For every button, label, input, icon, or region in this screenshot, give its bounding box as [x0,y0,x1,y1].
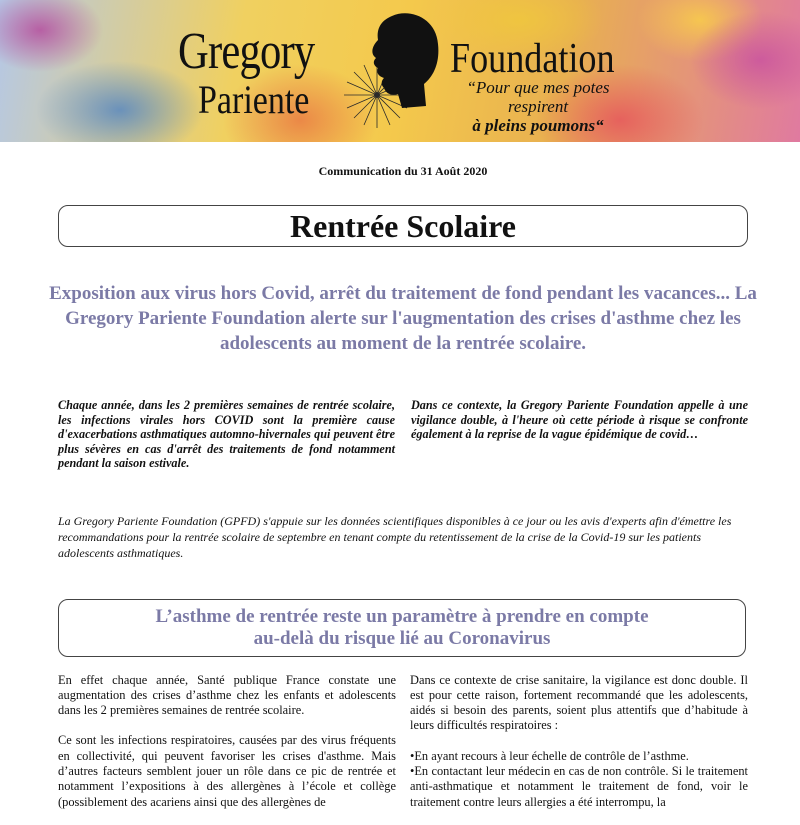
body-left-paragraph-2: Ce sont les infections respiratoires, causées par des virus fréquents en collectivité, qui peuvent favoriser les crises d'asthme. Mais d’autres facteurs semblent jouer un rôle dans ce pic de rentrée et notamment l’expositions à des allergènes à l’école et collège (possiblement des acariens ainsi que des allergènes de [58,733,396,809]
body-left-paragraph-1: En effet chaque année, Santé publique France constate une augmentation des crises d’asthme chez les enfants et adolescents dans les 2 premières semaines de rentrée scolaire. [58,672,396,718]
intro-right: Dans ce contexte, la Gregory Pariente Foundation appelle à une vigilance double, à l'heure où cette période à risque se confronte également à la reprise de la vague épidémique de covid… [411,398,748,441]
tagline-line-2: à pleins poumons“ [472,116,604,135]
body-right-paragraph-1: Dans ce contexte de crise sanitaire, la vigilance est donc double. Il est pour cette raison, fortement recommandé que les adolescents, aidés si besoin des parents, soient plus attentifs que d’habitude à leurs difficultés respiratoires : [410,672,748,733]
brand-foundation: Foundation [450,36,615,82]
body-columns [58,673,748,825]
brand-tagline [438,78,638,135]
bullet-item-2: •En contactant leur médecin en cas de non contrôle. Si le traitement anti-asthmatique et notamment le traitement de fond, voir le traitement contre leurs allergies a été interrompu, la [410,763,748,809]
page-title: Rentrée Scolaire [290,208,516,244]
gpfd-paragraph: La Gregory Pariente Foundation (GPFD) s'appuie sur les données scientifiques disponibles à ce jour ou les avis d'experts afin d'émettre les recommandations pour la rentrée scolaire de septembre en tenant compte du retentissement de la crise de la Covid-19 sur les patients adolescents asthmatiques. [58,513,732,560]
child-silhouette-icon [362,10,442,120]
section-title-line-2: au-delà du risque lié au Coronavirus [253,627,551,649]
lead-paragraph: Exposition aux virus hors Covid, arrêt du traitement de fond pendant les vacances... La Gregory Pariente Foundation alerte sur l'augmentation des crises d'asthme chez les adolescents au moment de la rentrée scolaire. [49,283,757,354]
header-banner [0,0,800,142]
tagline-line-1: “Pour que mes potes respirent [466,78,610,116]
communication-date: Communication du 31 Août 2020 [318,164,488,178]
title-box [58,205,748,247]
intro-columns [58,398,748,471]
document-body [0,164,800,825]
section-title-line-1: L’asthme de rentrée reste un paramètre à prendre en compte [155,605,649,627]
section-heading-box [58,599,746,657]
body-left-column [58,673,396,825]
brand-first-name: Gregory [178,23,315,80]
intro-left: Chaque année, dans les 2 premières semaines de rentrée scolaire, les infections virales hors COVID sont la première cause d'exacerbations asthmatiques automno-hivernales qui peuvent être plus sévères en cas d'arrêt des traitements de fond notamment pendant la saison estivale. [58,398,395,470]
bullet-item-1: •En ayant recours à leur échelle de contrôle de l’asthme. [410,748,689,763]
body-right-column [410,673,748,825]
brand-last-name: Pariente [198,77,310,122]
